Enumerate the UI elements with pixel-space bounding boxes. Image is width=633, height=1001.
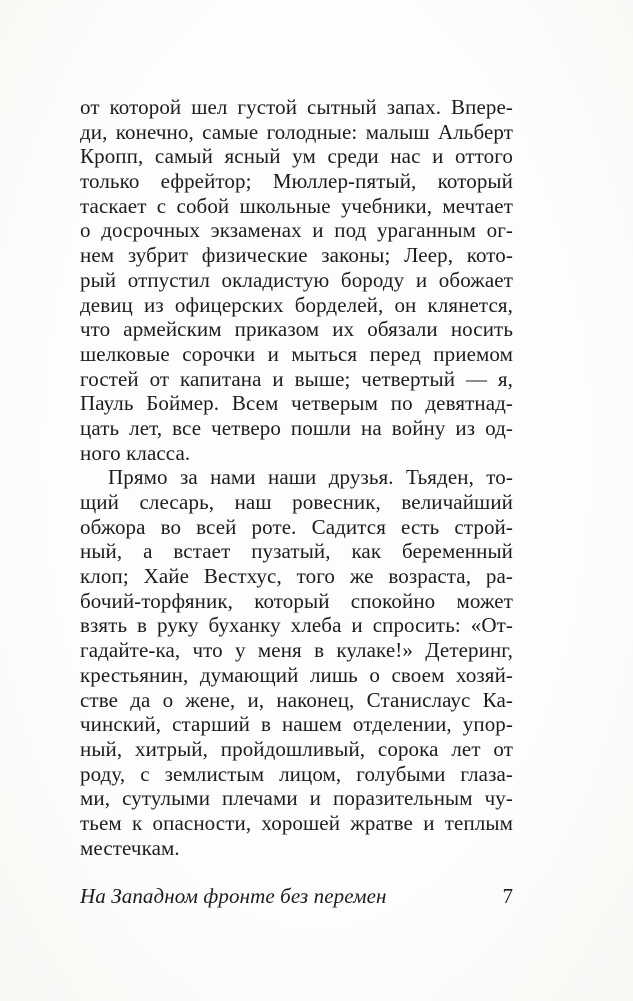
paragraph bbox=[80, 465, 513, 860]
text-line: щий слесарь, наш ровесник, величайший bbox=[80, 490, 513, 514]
text-line: чинский, старший в нашем отделении, упор- bbox=[80, 712, 513, 737]
text-line: взять в руку буханку хлеба и спросить: «От- bbox=[80, 613, 513, 638]
running-title: На Западном фронте без перемен bbox=[80, 884, 387, 908]
text-line: о досрочных экзаменах и под ураганным ог- bbox=[80, 218, 513, 243]
page-footer bbox=[80, 884, 513, 909]
paragraph bbox=[80, 95, 513, 465]
text-line: стве да о жене, и, наконец, Станислаус Ка- bbox=[80, 687, 513, 712]
text-line: Пауль Боймер. Всем четверым по девятнад- bbox=[80, 391, 513, 416]
body-text bbox=[80, 95, 513, 860]
text-line: тьем к опасности, хорошей жратве и теплым bbox=[80, 810, 513, 835]
text-line: гостей от капитана и выше; четвертый — я, bbox=[80, 366, 513, 391]
text-line: ди, конечно, самые голодные: малыш Альберт bbox=[80, 119, 513, 144]
text-line: девиц из офицерских борделей, он клянется, bbox=[80, 292, 513, 317]
text-line: от которой шел густой сытный запах. Впере- bbox=[80, 95, 513, 119]
text-line: что армейским приказом их обязали носить bbox=[80, 317, 513, 342]
text-line: рый отпустил окладистую бороду и обожает bbox=[80, 267, 513, 292]
text-line: нем зубрит физические законы; Леер, кото- bbox=[80, 243, 513, 268]
text-line: бочий-торфяник, который спокойно может bbox=[80, 588, 513, 613]
text-line: клоп; Хайе Вестхус, того же возраста, ра- bbox=[80, 564, 513, 589]
text-line: Прямо за нами наши друзья. Тьяден, то- bbox=[108, 465, 513, 490]
page-number: 7 bbox=[502, 884, 513, 908]
text-line: Кропп, самый ясный ум среди нас и оттого bbox=[80, 144, 513, 169]
text-line: роду, с землистым лицом, голубыми глаза- bbox=[80, 761, 513, 786]
text-line: ный, хитрый, пройдошливый, сорока лет от bbox=[80, 736, 513, 761]
text-line: ный, а встает пузатый, как беременный bbox=[80, 539, 513, 564]
text-line: только ефрейтор; Мюллер-пятый, который bbox=[80, 169, 513, 194]
text-line: шелковые сорочки и мыться перед приемом bbox=[80, 341, 513, 366]
text-line: цать лет, все четверо пошли на войну из од- bbox=[80, 415, 513, 440]
text-line: обжора во всей роте. Садится есть строй- bbox=[80, 514, 513, 539]
text-line: таскает с собой школьные учебники, мечтает bbox=[80, 193, 513, 218]
text-line: местечкам. bbox=[80, 835, 180, 860]
text-line: гадайте-ка, что у меня в кулаке!» Детеринг, bbox=[80, 638, 513, 663]
text-line: ного класса. bbox=[80, 440, 191, 465]
text-line: крестьянин, думающий лишь о своем хозяй- bbox=[80, 662, 513, 687]
text-line: ми, сутулыми плечами и поразительным чу- bbox=[80, 786, 513, 811]
